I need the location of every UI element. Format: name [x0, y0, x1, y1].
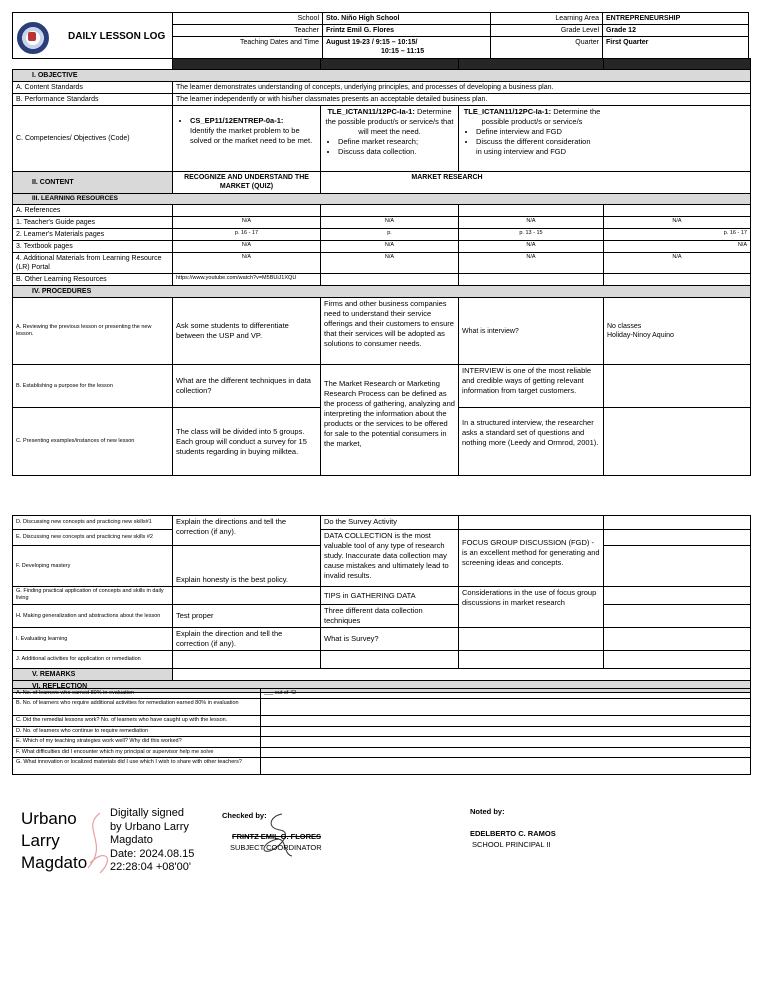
dates-value: August 19-23 / 9:15 – 10:15/ 10:15 – 11:15	[323, 37, 491, 59]
proc-i-day2: What is Survey?	[321, 628, 459, 651]
proc-a-day2: Firms and other business companies need to understand their service offerings and their customers to ensure that their services will be adopted as solutions to consumer needs.	[321, 298, 459, 365]
proc-e-day2: DATA COLLECTION is the most valuable tool of any type of research study. Inaccurate data collection may cause mistakes and ultimately lead to invalid results.	[321, 530, 459, 587]
tb-day1: N/A	[173, 241, 321, 253]
proc-h-day1: Test proper	[173, 605, 321, 628]
teacher-value: Frintz Emil G. Flores	[323, 25, 491, 37]
reflection-g: G. What innovation or localized materials did I use which I wish to share with other teachers?	[13, 758, 261, 775]
resources-heading: III. LEARNING RESOURCES	[13, 194, 751, 205]
tg-day2: N/A	[321, 217, 459, 229]
area-label: Learning Area	[491, 13, 603, 25]
tg-day4: N/A	[604, 217, 751, 229]
performance-standards-text: The learner independently or with his/her classmates presents an acceptable detailed business plan.	[173, 94, 751, 106]
proc-a-day1: Ask some students to differentiate between the USP and VP.	[173, 298, 321, 365]
lm-day2: p.	[321, 229, 459, 241]
quarter-value: First Quarter	[603, 37, 749, 59]
school-value: Sto. Niño High School	[323, 13, 491, 25]
grade-value: Grade 12	[603, 25, 749, 37]
proc-h-label: H. Making generalization and abstractions about the lesson	[13, 605, 173, 628]
lm-day4: p. 16 - 17	[604, 229, 751, 241]
competency-day2: TLE_ICTAN11/12PC-Ia-1: Determine the possible product/s or service/s that will meet the need. • Define market research; • Discuss data collection.	[321, 106, 459, 172]
reflection-d: D. No. of learners who continue to require remediation	[13, 727, 261, 737]
proc-c-day3: In a structured interview, the researcher asks a standard set of questions and nothing more (Leedy and Ormrod, 2001).	[459, 408, 604, 476]
checked-by-name: FRINTZ EMIL G. FLORES	[232, 832, 322, 841]
reflection-heading: VI. REFLECTION	[13, 681, 751, 693]
proc-c-label: C. Presenting examples/instances of new lesson	[13, 408, 173, 476]
competencies-label: C. Competencies/ Objectives (Code)	[13, 106, 173, 172]
teachers-guide-label: 1. Teacher's Guide pages	[13, 217, 173, 229]
proc-g-day2: TIPS in GATHERING DATA	[321, 587, 459, 605]
signer-name: Urbano Larry Magdato	[21, 809, 88, 872]
objective-heading: I. OBJECTIVE	[13, 70, 751, 82]
competency-day3: TLE_ICTAN11/12PC-Ia-1: Determine the possible product/s or service/s • Define interview and FGD • Discuss the different consideration in using interview and FGD	[459, 106, 751, 172]
proc-b-label: B. Establishing a purpose for the lesson	[13, 365, 173, 408]
proc-i-day1: Explain the direction and tell the correction (if any).	[173, 628, 321, 651]
lm-day3: p. 13 - 15	[459, 229, 604, 241]
proc-a-label: A. Reviewing the previous lesson or presenting the new lesson.	[13, 298, 173, 365]
learners-materials-label: 2. Learner's Materials pages	[13, 229, 173, 241]
proc-j-label: J. Additional activities for application or remediation	[13, 651, 173, 669]
proc-c-day1: The class will be divided into 5 groups. Each group will conduct a survey for 15 students regarding in buying milktea.	[173, 408, 321, 476]
proc-i-label: I. Evaluating learning	[13, 628, 173, 651]
textbook-label: 3. Textbook pages	[13, 241, 173, 253]
school-label: School	[173, 13, 323, 25]
reflection-c: C. Did the remedial lessons work? No. of learners who have caught up with the lesson.	[13, 716, 261, 727]
checked-by-label: Checked by:	[222, 811, 267, 820]
tb-day3: N/A	[459, 241, 604, 253]
procedures-heading: IV. PROCEDURES	[13, 286, 751, 298]
proc-f-label: F. Developing mastery	[13, 546, 173, 587]
tb-day4: N/A	[604, 241, 751, 253]
tg-day1: N/A	[173, 217, 321, 229]
am-day3: N/A	[459, 253, 604, 274]
competency-day1: • CS_EP11/12ENTREP-0a-1: Identify the market problem to be solved or the market need to be met.	[173, 106, 321, 172]
proc-e-day3: FOCUS GROUP DISCUSSION (FGD) - is an excellent method for generating and screening ideas and concepts.	[459, 530, 604, 587]
proc-d-day1: Explain the directions and tell the correction (if any).	[173, 516, 321, 546]
document-title: DAILY LESSON LOG	[68, 31, 166, 42]
proc-f-day1: Explain honesty is the best policy.	[173, 546, 321, 587]
reflection-a: A. No. of learners who earned 80% in evaluation	[13, 689, 261, 699]
header-table	[12, 12, 749, 59]
content-heading: II. CONTENT	[13, 172, 173, 194]
proc-d-day2: Do the Survey Activity	[321, 516, 459, 530]
quarter-label: Quarter	[491, 37, 603, 59]
reflection-b: B. No. of learners who require additional activities for remediation earned 80% in evaluation	[13, 699, 261, 716]
proc-e-label: E. Discussing new concepts and practicing new skills #2	[13, 530, 173, 546]
am-day2: N/A	[321, 253, 459, 274]
tb-day2: N/A	[321, 241, 459, 253]
lesson-table-top	[12, 58, 751, 476]
content-day23: MARKET RESEARCH	[321, 172, 751, 194]
content-standards-label: A. Content Standards	[13, 82, 173, 94]
tg-day3: N/A	[459, 217, 604, 229]
references-label: A. References	[13, 205, 173, 217]
performance-standards-label: B. Performance Standards	[13, 94, 173, 106]
lm-day1: p. 16 - 17	[173, 229, 321, 241]
reflection-table	[12, 688, 751, 775]
lesson-table-bottom	[12, 515, 751, 693]
dates-label: Teaching Dates and Time	[173, 37, 323, 59]
proc-b-day1: What are the different techniques in data collection?	[173, 365, 321, 408]
digital-signature-text: Digitally signed by Urbano Larry Magdato Date: 2024.08.15 22:28:04 +08'00'	[110, 807, 195, 873]
proc-b-day2: The Market Research or Marketing Research Process can be defined as the process of gathering, analyzing and interpreting the information about the products or the services to be offered for sale to the potential consumers in the market,	[321, 365, 459, 476]
checked-by-title: SUBJECT COORDINATOR	[230, 843, 322, 852]
noted-by-title: SCHOOL PRINCIPAL II	[472, 840, 551, 849]
other-resources-link[interactable]: https://www.youtube.com/watch?v=M5BUiJ1XQU	[173, 274, 321, 286]
reflection-e: E. Which of my teaching strategies work well? Why did this worked?	[13, 737, 261, 748]
other-resources-label: B. Other Learning Resources	[13, 274, 173, 286]
proc-h-day2: Three different data collection techniques	[321, 605, 459, 628]
area-value: ENTREPRENEURSHIP	[603, 13, 749, 25]
am-day4: N/A	[604, 253, 751, 274]
reflection-f: F. What difficulties did I encounter which my principal or supervisor help me solve	[13, 748, 261, 758]
am-day1: N/A	[173, 253, 321, 274]
noted-by-label: Noted by:	[470, 807, 505, 816]
proc-g-day3: Considerations in the use of focus group discussions in market research	[459, 587, 604, 628]
proc-a-day3: What is interview?	[459, 298, 604, 365]
proc-a-day4: No classes Holiday-Ninoy Aquino	[604, 298, 751, 365]
noted-by-name: EDELBERTO C. RAMOS	[470, 829, 556, 838]
proc-b-day3: INTERVIEW is one of the most reliable and credible ways of getting relevant information from target customers.	[459, 365, 604, 408]
grade-label: Grade Level	[491, 25, 603, 37]
remarks-heading: V. REMARKS	[13, 669, 173, 681]
proc-g-label: G. Finding practical application of concepts and skills in daily living	[13, 587, 173, 605]
proc-d-label: D. Discussing new concepts and practicing new skills#1	[13, 516, 173, 530]
content-day1: RECOGNIZE AND UNDERSTAND THE MARKET (QUIZ)	[173, 172, 321, 194]
content-standards-text: The learner demonstrates understanding of concepts, underlying principles, and processes of developing a business plan.	[173, 82, 751, 94]
teacher-label: Teacher	[173, 25, 323, 37]
reflection-a-value: ___ out of 42	[261, 689, 751, 699]
additional-materials-label: 4. Additional Materials from Learning Resource (LR) Portal	[13, 253, 173, 274]
